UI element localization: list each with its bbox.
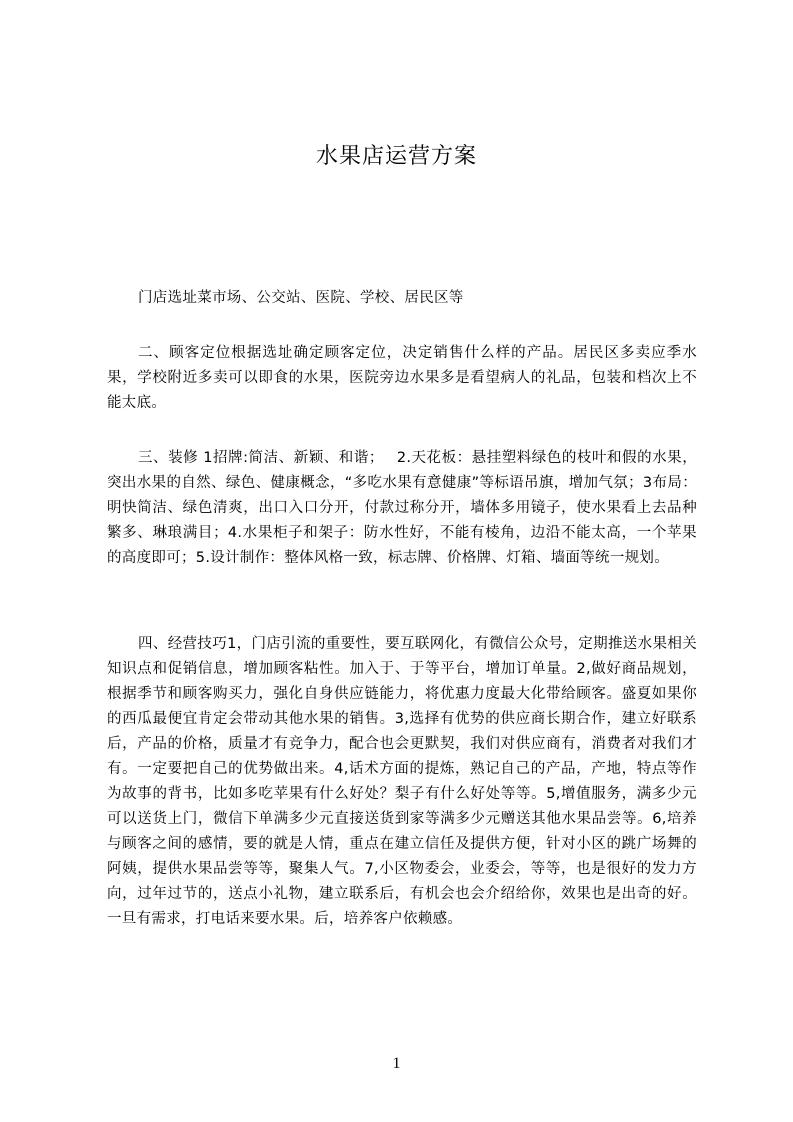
page-title: 水果店运营方案 xyxy=(315,144,477,169)
paragraph-customer-positioning: 二、顾客定位根据选址确定顾客定位，决定销售什么样的产品。居民区多卖应季水果，学校附近多卖可以即食的水果，医院旁边水果多是看望病人的礼品，包装和档次上不能太底。 xyxy=(107,345,697,411)
paragraph-store-location: 门店选址菜市场、公交站、医院、学校、居民区等 xyxy=(138,290,464,306)
paragraph-decoration: 三、装修 1招牌:简洁、新颖、和谐； 2.天花板：悬挂塑料绿色的枝叶和假的水果，突出水果的自然、绿色、健康概念，“多吃水果有意健康”等标语吊旗，增加气氛；3布局：明快简洁、绿色清爽，出口入口分开，付款过称分开，墙体多用镜子，使水果看上去品种繁多、琳琅满目；4.水果柜子和架子：防水性好，不能有棱角，边沿不能太高，一个苹果的高度即可；5.设计制作：整体风格一致，标志牌、价格牌、灯箱、墙面等统一规划。 xyxy=(107,450,697,566)
page-number: 1 xyxy=(392,1055,401,1072)
paragraph-business-tips: 四、经营技巧1，门店引流的重要性，要互联网化，有微信公众号，定期推送水果相关知识点和促销信息，增加顾客粘性。加入于、于等平台，增加订单量。2,做好商品规划，根据季节和顾客购买力，强化自身供应链能力，将优惠力度最大化带给顾客。盛夏如果你的西瓜最便宜肯定会带动其他水果的销售。3,选择有优势的供应商长期合作，建立好联系后，产品的价格，质量才有竞争力，配合也会更默契，我们对供应商有，消费者对我们才有。一定要把自己的优势做出来。4,话术方面的提炼，熟记自己的产品，产地，特点等作为故事的背书，比如多吃苹果有什么好处？梨子有什么好处等等。5,增值服务，满多少元可以送货上门，微信下单满多少元直接送货到家等满多少元赠送其他水果品尝等。6,培养与顾客之间的感情，要的就是人情，重点在建立信任及提供方便，针对小区的跳广场舞的阿姨，提供水果品尝等等，聚集人气。7,小区物委会，业委会，等等，也是很好的发力方向，过年过节的，送点小礼物，建立联系后，有机会也会介绍给你，效果也是出奇的好。一旦有需求，打电话来要水果。后，培养客户依赖感。 xyxy=(107,636,697,927)
